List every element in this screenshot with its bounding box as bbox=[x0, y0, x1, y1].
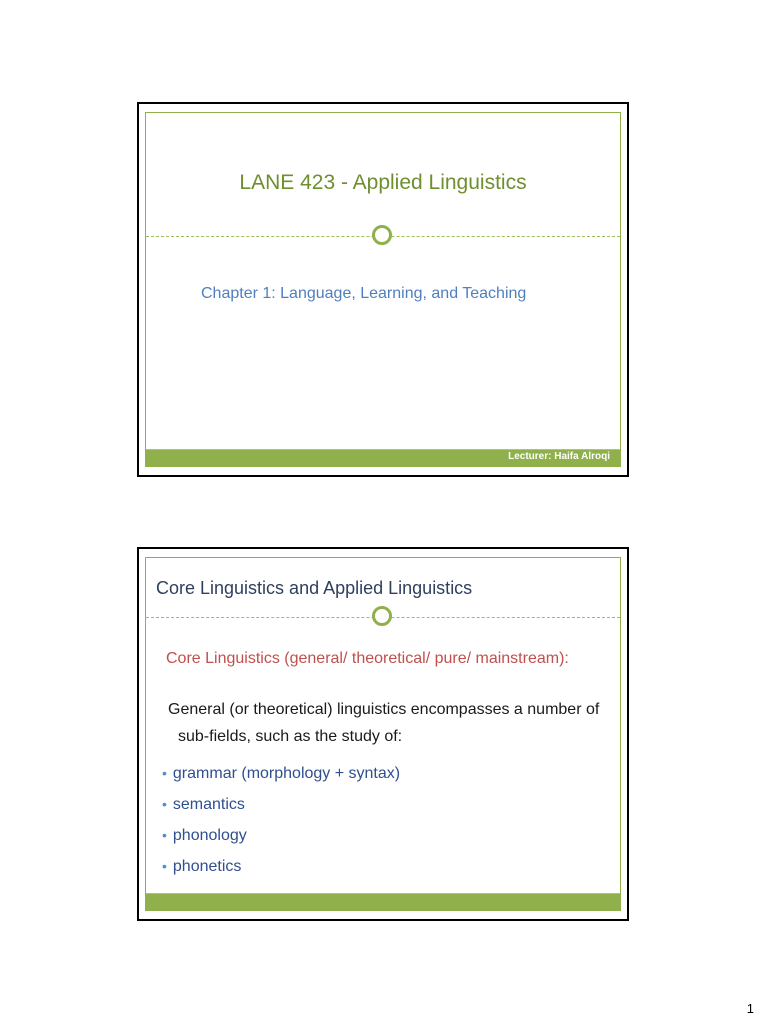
body-line-1: General (or theoretical) linguistics encompasses a number of bbox=[168, 701, 600, 718]
list-item bbox=[162, 789, 400, 820]
list-item bbox=[162, 851, 400, 882]
slide-2-title: Core Linguistics and Applied Linguistics bbox=[156, 578, 473, 598]
lecturer-label: Lecturer: Haifa Alroqi bbox=[508, 451, 610, 462]
ring-ornament-icon bbox=[372, 225, 392, 245]
page-number: 1 bbox=[746, 1001, 754, 1016]
list-item bbox=[162, 820, 400, 851]
slide-1-footer-bar bbox=[146, 449, 620, 466]
slide-1-frame bbox=[145, 112, 621, 467]
slide-2-body bbox=[168, 696, 608, 750]
slide-1-subtitle: Chapter 1: Language, Learning, and Teaching bbox=[201, 285, 527, 302]
list-item-label: semantics bbox=[172, 796, 245, 813]
bullet-dot-icon: • bbox=[162, 858, 167, 874]
slide-1 bbox=[137, 102, 629, 477]
ring-ornament-icon bbox=[372, 606, 392, 626]
list-item bbox=[162, 758, 400, 789]
slide-1-title: LANE 423 - Applied Linguistics bbox=[239, 171, 527, 194]
slide-2-footer-bar bbox=[146, 893, 620, 910]
list-item-label: phonetics bbox=[172, 858, 242, 875]
bullet-dot-icon: • bbox=[162, 827, 167, 843]
bullet-dot-icon: • bbox=[162, 796, 167, 812]
list-item-label: phonology bbox=[172, 827, 247, 844]
slide-2-heading: Core Linguistics (general/ theoretical/ pure/ mainstream): bbox=[166, 650, 569, 667]
list-item-label: grammar (morphology + syntax) bbox=[172, 765, 401, 782]
slide-2 bbox=[137, 547, 629, 921]
slide-2-frame bbox=[145, 557, 621, 911]
body-line-2: sub-fields, such as the study of: bbox=[178, 728, 403, 745]
bullet-list bbox=[162, 758, 400, 882]
bullet-dot-icon: • bbox=[162, 765, 167, 781]
